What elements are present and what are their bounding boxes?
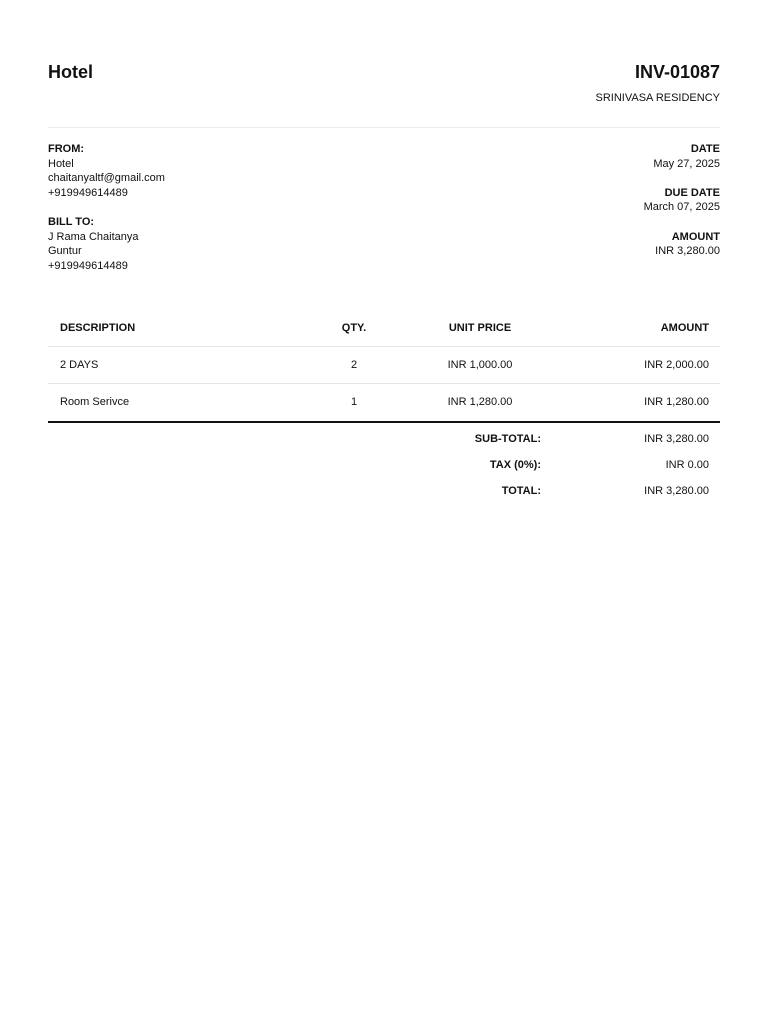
brand-name: Hotel [48,62,93,82]
cell-description: Room Serivce [60,396,130,408]
column-header-unit-price: UNIT PRICE [408,310,552,347]
cell-unit-price: INR 1,280.00 [447,396,513,408]
column-header-amount: AMOUNT [552,310,720,347]
company-name: SRINIVASA RESIDENCY [595,92,720,104]
cell-amount: INR 1,280.00 [644,396,709,408]
totals-divider [48,421,720,423]
column-header-qty: QTY. [300,310,408,347]
from-block [48,142,348,200]
column-header-description: DESCRIPTION [48,310,300,347]
invoice-number: INV-01087 [634,62,720,82]
from-name: Hotel [48,157,74,170]
invoice-page [48,0,720,1024]
cell-qty: 2 [300,347,408,384]
amount-label: AMOUNT [671,230,720,243]
header-divider [48,127,720,128]
bill-to-city: Guntur [48,245,82,258]
table-row [48,347,720,384]
parties [48,142,348,273]
from-email: chaitanyaltf@gmail.com [48,172,165,185]
table-row [48,384,720,421]
from-label: FROM: [48,143,85,155]
invoice-header [48,61,720,111]
bill-to-block [48,215,348,273]
from-phone: +919949614489 [48,186,128,199]
total-row [48,480,720,504]
tax-value: INR 0.00 [665,459,709,471]
subtotal-row [48,428,720,452]
tax-label: TAX (0%): [489,459,541,471]
total-value: INR 3,280.00 [644,485,709,497]
tax-row [48,454,720,478]
bill-to-label: BILL TO: [48,215,95,228]
subtotal-value: INR 3,280.00 [644,433,709,445]
bill-to-name: J Rama Chaitanya [48,230,139,243]
date-value: May 27, 2025 [653,157,720,170]
total-label: TOTAL: [501,485,541,497]
cell-amount: INR 2,000.00 [552,347,720,384]
cell-unit-price: INR 1,000.00 [408,347,552,384]
table-header-row [48,310,720,347]
invoice-meta [470,142,720,259]
line-items-table [48,310,720,420]
subtotal-label: SUB-TOTAL: [474,433,541,445]
amount-value: INR 3,280.00 [655,245,720,258]
cell-qty: 1 [350,396,358,408]
bill-to-phone: +919949614489 [48,259,128,272]
due-date-label: DUE DATE [664,186,720,199]
date-label: DATE [690,143,720,155]
cell-description: 2 DAYS [48,347,300,384]
due-date-value: March 07, 2025 [643,201,720,214]
